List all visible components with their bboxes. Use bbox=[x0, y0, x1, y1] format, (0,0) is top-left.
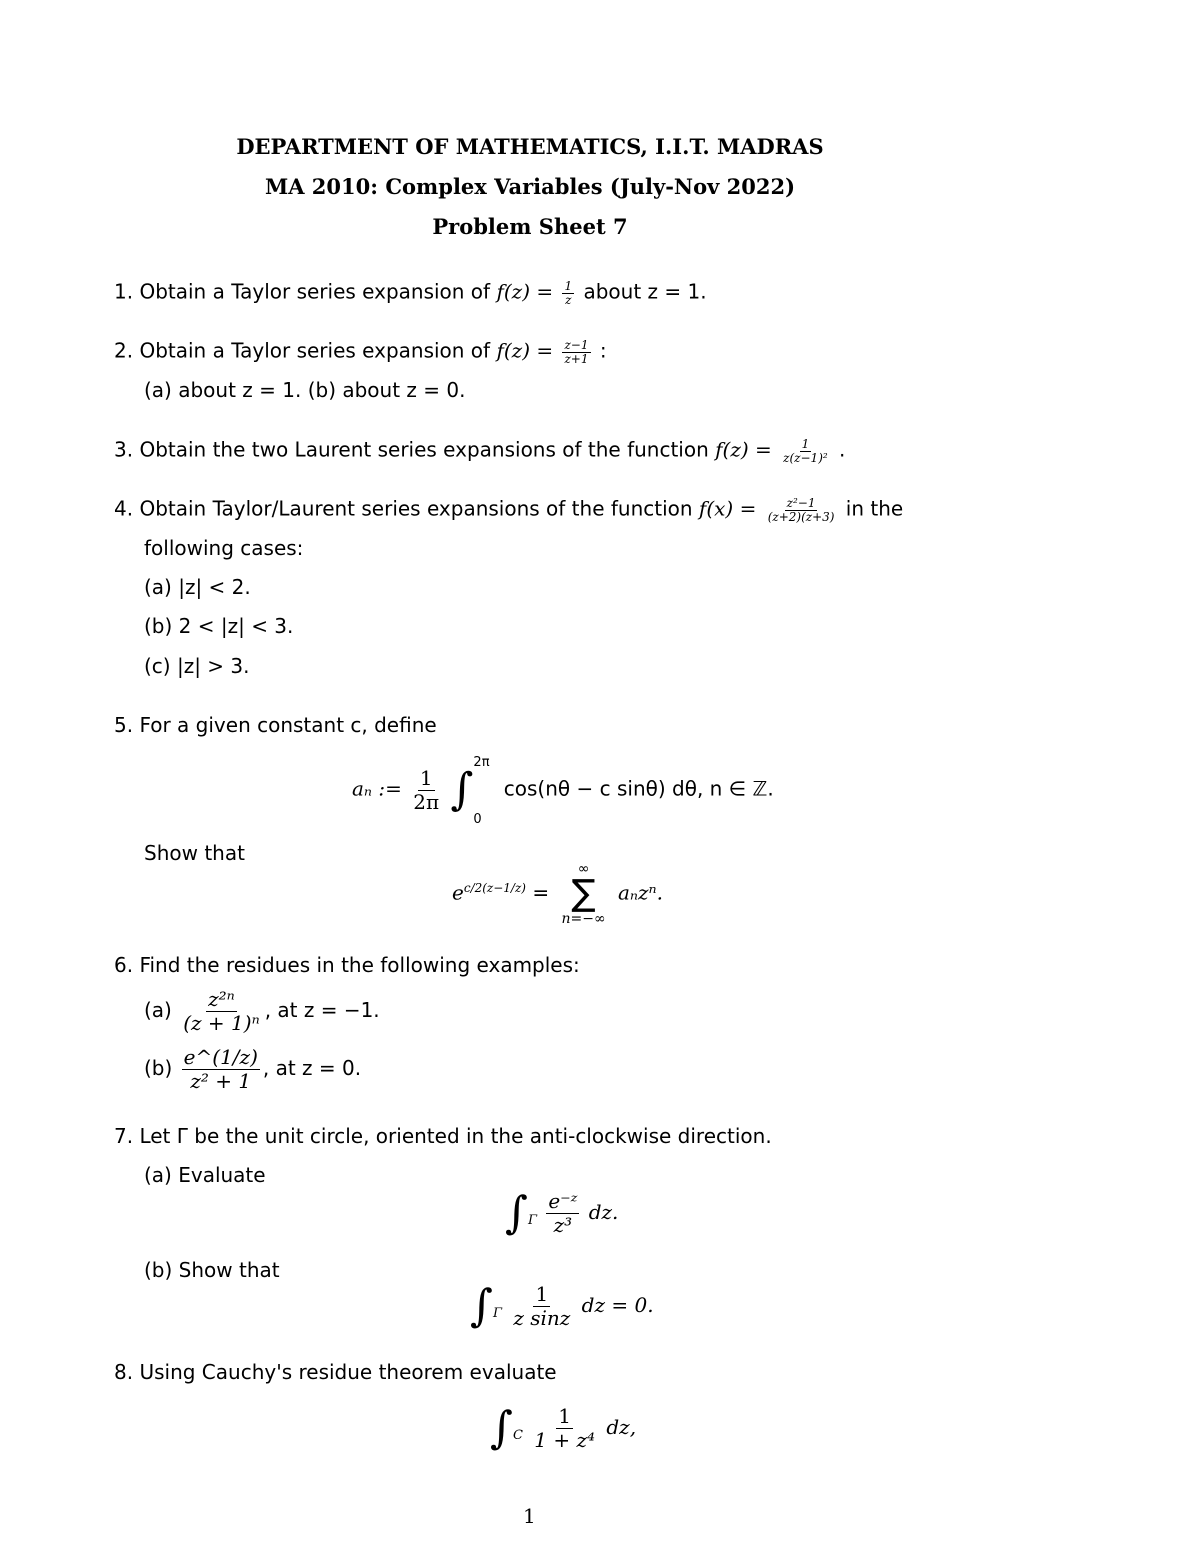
problem-4-case-b: (b) 2 < |z| < 3. bbox=[144, 614, 294, 638]
integral-sign: ∫ bbox=[490, 1402, 513, 1454]
problem-4-continuation: following cases: bbox=[144, 536, 304, 560]
equation-8: $\int_C$ $\frac{1}{\text{1 + z⁴}}$ dz, bbox=[490, 1402, 637, 1454]
problem-number: 6. bbox=[114, 953, 134, 977]
problem-3: 3. Obtain the two Laurent series expansions of the function f(z) = $\frac{1}{\text{z(z−1)²}}$ . bbox=[114, 437, 846, 465]
fraction: $\frac{z-1}{z+1}$ bbox=[564, 338, 589, 366]
equation-7a: $\int_\Gamma$ $\frac{\text{e⁻ᶻ}}{\text{z³}}$ dz. bbox=[505, 1187, 619, 1239]
problem-4-case-c: (c) |z| > 3. bbox=[144, 654, 250, 678]
equation-an-definition: aₙ := $\frac{1}{2\pi}$ ∫ 2π 0 cos(nθ − c sinθ) dθ, n ∈ ℤ. bbox=[352, 755, 774, 827]
problem-4-case-a: (a) |z| < 2. bbox=[144, 575, 251, 599]
problem-8: 8. Using Cauchy's residue theorem evaluate bbox=[114, 1360, 557, 1384]
fraction: $\frac{e\^{}(1/z)}{\text{z² + 1}}$ bbox=[183, 1045, 258, 1093]
problem-number: 7. bbox=[114, 1124, 134, 1148]
fraction: $\frac{1}{2\pi}$ bbox=[413, 765, 440, 814]
problem-number: 8. bbox=[114, 1360, 134, 1384]
equation-generating-function: $e^{c/2(z-1/z)}$ = ∞ ∑ n=−∞ aₙzⁿ. bbox=[452, 861, 663, 927]
problem-2: 2. Obtain a Taylor series expansion of f(z) = $\frac{z-1}{z+1}$ : bbox=[114, 338, 607, 366]
integral-sign: ∫ bbox=[450, 764, 474, 815]
problem-6-part-a: (a) $\frac{\text{z²ⁿ}}{\text{(z + 1)ⁿ}}$ , at z = −1. bbox=[144, 987, 380, 1035]
problem-2-parts: (a) about z = 1. (b) about z = 0. bbox=[144, 378, 466, 402]
problem-7-part-a-label: (a) Evaluate bbox=[144, 1163, 266, 1187]
problem-number: 4. bbox=[114, 496, 134, 521]
course-title: MA 2010: Complex Variables (July-Nov 2022) bbox=[264, 174, 796, 199]
problem-number: 5. bbox=[114, 713, 134, 737]
problem-6-part-b: (b) $\frac{e\^{}(1/z)}{\text{z² + 1}}$ , at z = 0. bbox=[144, 1045, 362, 1093]
fraction: $\frac{1}{\text{1 + z⁴}}$ bbox=[534, 1404, 596, 1452]
sheet-title: Problem Sheet 7 bbox=[432, 214, 628, 239]
page-number: 1 bbox=[523, 1504, 536, 1528]
problem-1: 1. Obtain a Taylor series expansion of f(z) = $\frac{1}{z}$ about z = 1. bbox=[114, 279, 707, 307]
problem-number: 3. bbox=[114, 437, 134, 462]
integral-sign: ∫ bbox=[505, 1187, 528, 1239]
fraction: $\frac{1}{\text{z(z−1)²}}$ bbox=[783, 437, 828, 465]
integral-sign: ∫ bbox=[470, 1280, 493, 1332]
fraction: $\frac{1}{\text{z sinz}}$ bbox=[513, 1282, 571, 1330]
equation-7b: $\int_\Gamma$ $\frac{1}{\text{z sinz}}$ dz = 0. bbox=[470, 1280, 654, 1332]
problem-number: 1. bbox=[114, 279, 134, 304]
show-that-label: Show that bbox=[144, 841, 245, 865]
fraction: $\frac{1}{z}$ bbox=[564, 279, 573, 307]
summation: ∞ ∑ n=−∞ bbox=[561, 861, 606, 927]
fraction: $\frac{\text{z²ⁿ}}{\text{(z + 1)ⁿ}}$ bbox=[183, 987, 260, 1035]
problem-7: 7. Let Γ be the unit circle, oriented in the anti-clockwise direction. bbox=[114, 1124, 772, 1148]
fraction: $\frac{\text{z²−1}}{(z+2)(z+3)}$ bbox=[767, 496, 835, 524]
problem-6: 6. Find the residues in the following examples: bbox=[114, 953, 580, 977]
problem-7-part-b-label: (b) Show that bbox=[144, 1258, 280, 1282]
department-title: DEPARTMENT OF MATHEMATICS, I.I.T. MADRAS bbox=[236, 134, 824, 159]
problem-5: 5. For a given constant c, define bbox=[114, 713, 437, 737]
problem-number: 2. bbox=[114, 338, 134, 363]
problem-4: 4. Obtain Taylor/Laurent series expansions of the function f(x) = $\frac{\text{z²−1}}{(z+2)(z+3)}$ in the bbox=[114, 496, 904, 524]
fraction: $\frac{\text{e⁻ᶻ}}{\text{z³}}$ bbox=[548, 1189, 578, 1237]
